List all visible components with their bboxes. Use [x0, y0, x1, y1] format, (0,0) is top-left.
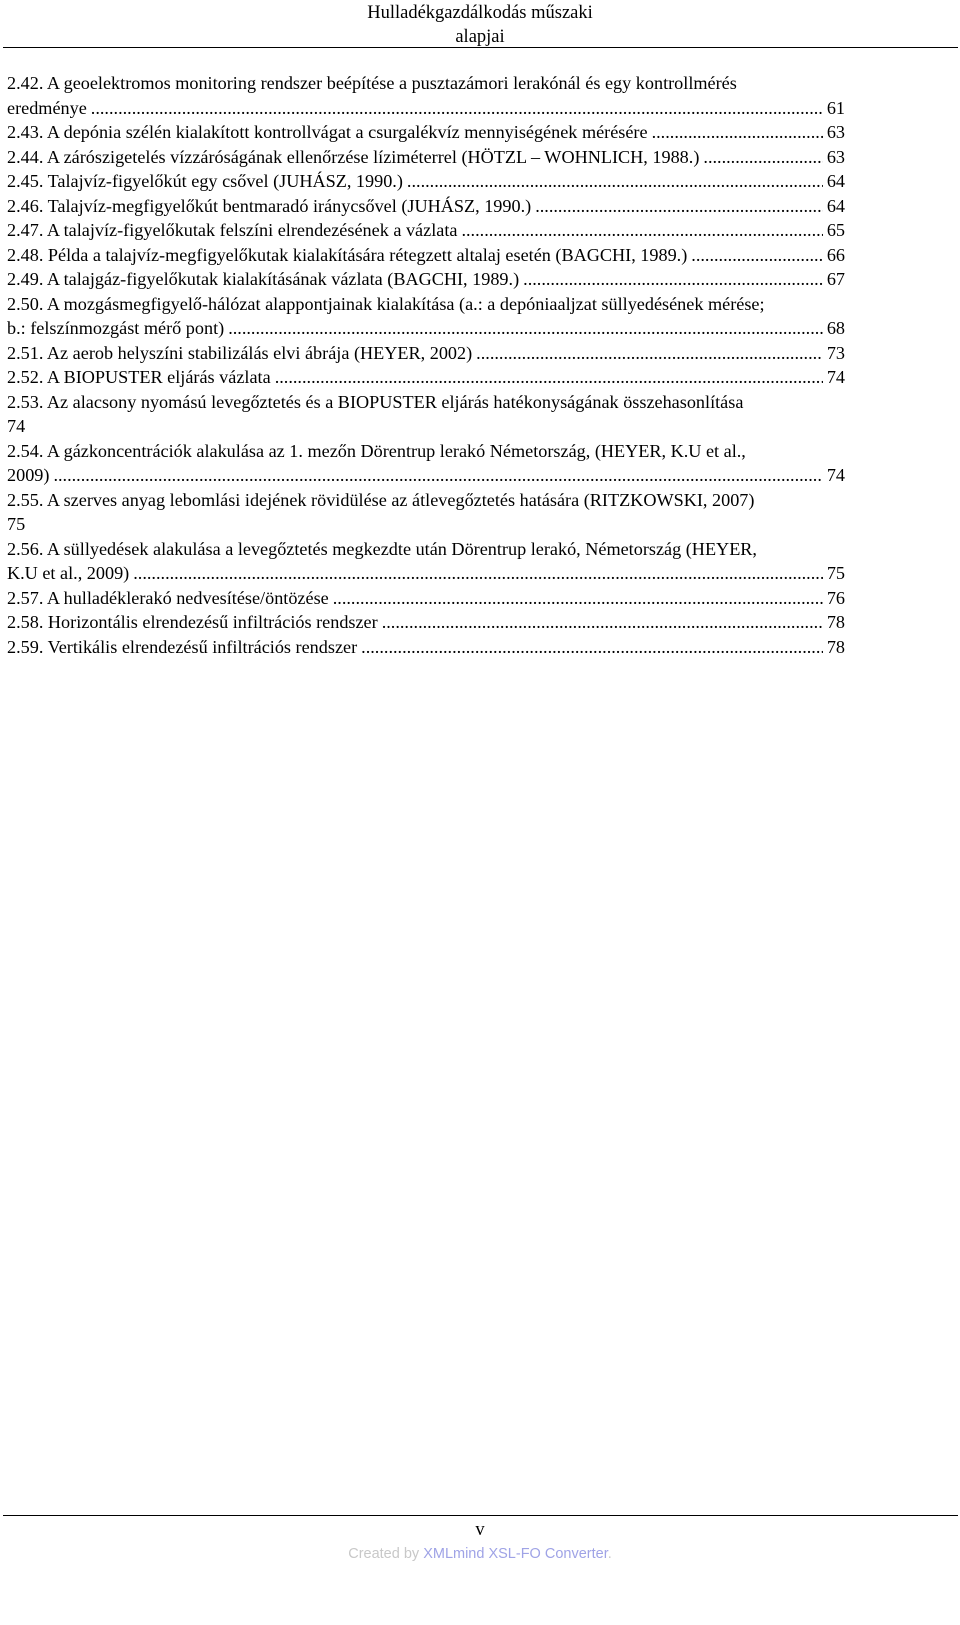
toc-entry[interactable]	[7, 390, 845, 439]
toc-page-number: 78	[826, 612, 845, 632]
dot-leader	[523, 267, 823, 292]
toc-entry-text: 2.42. A geoelektromos monitoring rendszer beépítése a pusztazámori lerakónál és egy kontrollmérés	[7, 73, 737, 93]
dot-leader	[275, 365, 823, 390]
toc-page-number: 61	[826, 97, 845, 118]
toc-entry-text: 2.50. A mozgásmegfigyelő-hálózat alappontjainak kialakítása (a.: a depóniaaljzat süllyedésének mérése;	[7, 293, 765, 314]
toc-entry-text: 2.46. Talajvíz-megfigyelőkút bentmaradó iránycsővel (JUHÁSZ, 1990.)	[7, 195, 532, 216]
toc-entry[interactable]	[7, 218, 845, 243]
dot-leader	[407, 169, 823, 194]
dot-leader	[333, 586, 823, 611]
toc-entry[interactable]	[7, 439, 845, 488]
toc-page-number: 64	[826, 171, 845, 191]
toc-entry-text: 2.47. A talajvíz-figyelőkutak felszíni elrendezésének a vázlata	[7, 220, 458, 240]
dot-leader	[91, 96, 823, 121]
toc-page-number: 75	[826, 563, 845, 583]
dot-leader	[461, 218, 822, 243]
toc-entry-text: 2.56. A süllyedések alakulása a levegőztetés megkezdte után Dörentrup lerakó, Németország (HEYER,	[7, 538, 757, 559]
toc-entry[interactable]	[7, 243, 845, 268]
toc-page-number: 65	[826, 220, 845, 240]
toc-page-number: 75	[7, 514, 26, 534]
toc-entry-text: b.: felszínmozgást mérő pont)	[7, 318, 225, 338]
dot-leader	[361, 635, 823, 660]
toc-entry[interactable]	[7, 120, 845, 145]
dot-leader	[652, 120, 823, 145]
toc-page-number: 73	[826, 342, 845, 363]
toc-entry-text: 2.53. Az alacsony nyomású levegőztetés és a BIOPUSTER eljárás hatékonyságának összehasonlítása	[7, 391, 744, 412]
toc-entry[interactable]	[7, 537, 845, 586]
toc-entry-text: 2.52. A BIOPUSTER eljárás vázlata	[7, 367, 271, 387]
toc-page-number: 78	[826, 636, 845, 657]
credit-prefix: Created by	[348, 1546, 424, 1562]
toc-entry-text: 2.55. A szerves anyag lebomlási idejének rövidülése az átlevegőztetés hatására (RITZKOWSKI, 2007)	[7, 489, 755, 510]
header-rule	[3, 47, 958, 48]
toc-entry-text: 2.43. A depónia szélén kialakított kontrollvágat a csurgalékvíz mennyiségének mérésére	[7, 122, 648, 142]
header-title-line1: Hulladékgazdálkodás műszaki	[367, 3, 593, 23]
dot-leader	[382, 610, 823, 635]
toc-page-number: 63	[826, 146, 845, 167]
toc-entry-text: 2.59. Vertikális elrendezésű infiltrációs rendszer	[7, 636, 358, 657]
toc-entry-text: K.U et al., 2009)	[7, 563, 130, 583]
page-number: v	[475, 1520, 485, 1540]
toc-entry-text: 2.54. A gázkoncentrációk alakulása az 1. mezőn Dörentrup lerakó Németország, (HEYER, K.U et al.,	[7, 440, 746, 461]
toc-entry[interactable]	[7, 194, 845, 219]
header-title-line2: alapjai	[455, 27, 505, 47]
dot-leader	[691, 243, 823, 268]
toc-entry-text: 2.49. A talajgáz-figyelőkutak kialakításának vázlata (BAGCHI, 1989.)	[7, 269, 520, 289]
toc-entry-text: 2.45. Talajvíz-figyelőkút egy csővel (JUHÁSZ, 1990.)	[7, 171, 403, 191]
toc-entry-text: 2.51. Az aerob helyszíni stabilizálás elvi ábrája (HEYER, 2002)	[7, 342, 473, 363]
toc-entry[interactable]	[7, 169, 845, 194]
toc-entry-text: 2.44. A zárószigetelés vízzáróságának ellenőrzése líziméterrel (HÖTZL – WOHNLICH, 1988.)	[7, 146, 700, 167]
toc-entry[interactable]	[7, 365, 845, 390]
toc-page-number: 74	[826, 465, 845, 485]
toc-entry[interactable]	[7, 145, 845, 170]
toc-entry[interactable]	[7, 71, 845, 120]
toc-entry-text: 2009)	[7, 465, 50, 485]
dot-leader	[703, 145, 822, 170]
toc-page-number: 76	[826, 587, 845, 608]
toc-entry[interactable]	[7, 267, 845, 292]
dot-leader	[133, 561, 823, 586]
toc-entry[interactable]	[7, 610, 845, 635]
credit-suffix: .	[607, 1546, 612, 1562]
toc-entry-text: 2.57. A hulladéklerakó nedvesítése/öntözése	[7, 587, 329, 608]
toc-entry[interactable]	[7, 341, 845, 366]
converter-credit	[0, 1546, 960, 1562]
toc-entry[interactable]	[7, 292, 845, 341]
toc-page-number: 63	[826, 122, 845, 142]
dot-leader	[53, 463, 822, 488]
toc-page-number: 74	[826, 367, 845, 387]
dot-leader	[535, 194, 823, 219]
dot-leader	[476, 341, 823, 366]
footer-rule	[3, 1515, 958, 1516]
toc-page-number: 64	[826, 195, 845, 216]
dot-leader	[228, 316, 823, 341]
toc-page-number: 67	[826, 269, 845, 289]
toc-page-number: 66	[826, 244, 845, 265]
toc-entry[interactable]	[7, 635, 845, 660]
toc-entry-text: eredménye	[7, 97, 87, 118]
toc-entry[interactable]	[7, 488, 845, 537]
toc-page-number: 68	[826, 318, 845, 338]
toc-entry-text: 2.58. Horizontális elrendezésű infiltrációs rendszer	[7, 612, 378, 632]
table-of-figures	[7, 71, 845, 659]
toc-entry-text: 2.48. Példa a talajvíz-megfigyelőkutak kialakítására rétegzett altalaj esetén (BAGCHI, 1989.)	[7, 244, 688, 265]
toc-page-number: 74	[7, 416, 26, 436]
credit-brand: XMLmind XSL-FO Converter	[423, 1546, 608, 1562]
toc-entry[interactable]	[7, 586, 845, 611]
